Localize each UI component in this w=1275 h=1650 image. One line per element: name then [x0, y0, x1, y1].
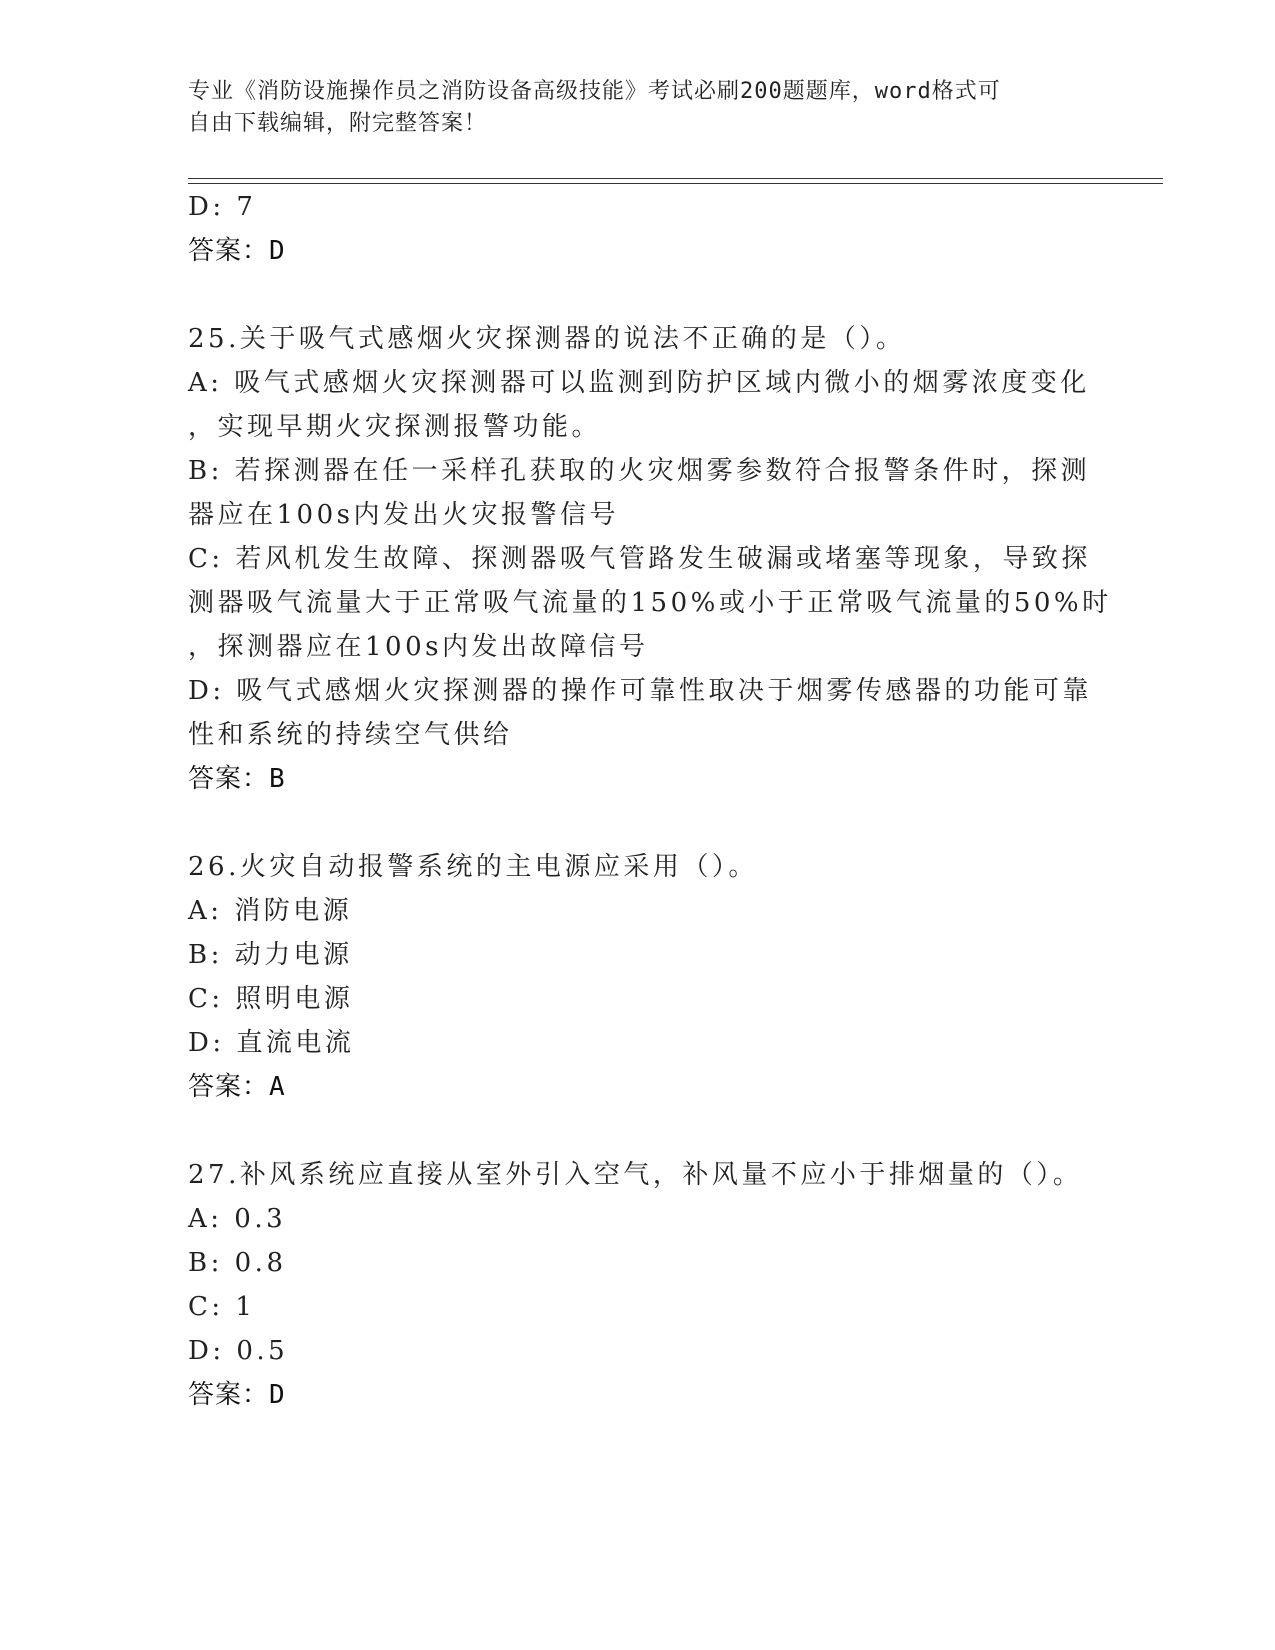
q27-option-a: A: 0.3	[188, 1204, 287, 1234]
q25-option-c-line-1: C: 若风机发生故障、探测器吸气管路发生破漏或堵塞等现象，导致探	[188, 544, 1091, 574]
q27-option-c: C: 1	[188, 1292, 256, 1322]
q25-option-a-line-2: ，实现早期火灾探测报警功能。	[188, 412, 602, 442]
q26-option-c: C: 照明电源	[188, 984, 354, 1014]
header-title-line-2: 自由下载编辑，附完整答案！	[188, 111, 488, 136]
q25-answer: 答案：B	[188, 764, 286, 794]
document-header	[188, 76, 1088, 140]
q24-option-d: D: 7	[188, 192, 257, 222]
q25-stem: 25.关于吸气式感烟火灾探测器的说法不正确的是（）。	[188, 324, 906, 354]
header-title-line-1: 专业《消防设施操作员之消防设备高级技能》考试必刷200题题库，word格式可	[188, 79, 1001, 104]
q25-option-c-line-2: 测器吸气流量大于正常吸气流量的150%或小于正常吸气流量的50%时	[188, 588, 1112, 618]
q24-answer: 答案：D	[188, 236, 286, 266]
header-divider-top	[188, 178, 1163, 179]
q25-option-b-line-1: B: 若探测器在任一采样孔获取的火灾烟雾参数符合报警条件时，探测	[188, 456, 1091, 486]
q25-option-d-line-1: D: 吸气式感烟火灾探测器的操作可靠性取决于烟雾传感器的功能可靠	[188, 676, 1092, 706]
q25-option-d-line-2: 性和系统的持续空气供给	[188, 720, 513, 750]
q27-option-b: B: 0.8	[188, 1248, 287, 1278]
q27-answer: 答案：D	[188, 1380, 286, 1410]
header-divider-bottom	[188, 183, 1163, 184]
q26-option-d: D: 直流电流	[188, 1028, 355, 1058]
q25-option-b-line-2: 器应在100s内发出火灾报警信号	[188, 500, 619, 530]
q27-option-d: D: 0.5	[188, 1336, 289, 1366]
q25-option-c-line-3: ，探测器应在100s内发出故障信号	[188, 632, 649, 662]
q26-option-b: B: 动力电源	[188, 940, 353, 970]
q26-stem: 26.火灾自动报警系统的主电源应采用（）。	[188, 852, 758, 882]
q25-option-a-line-1: A: 吸气式感烟火灾探测器可以监测到防护区域内微小的烟雾浓度变化	[188, 368, 1090, 398]
q26-answer: 答案：A	[188, 1072, 286, 1102]
q27-stem: 27.补风系统应直接从室外引入空气，补风量不应小于排烟量的（）。	[188, 1160, 1083, 1190]
q26-option-a: A: 消防电源	[188, 896, 353, 926]
